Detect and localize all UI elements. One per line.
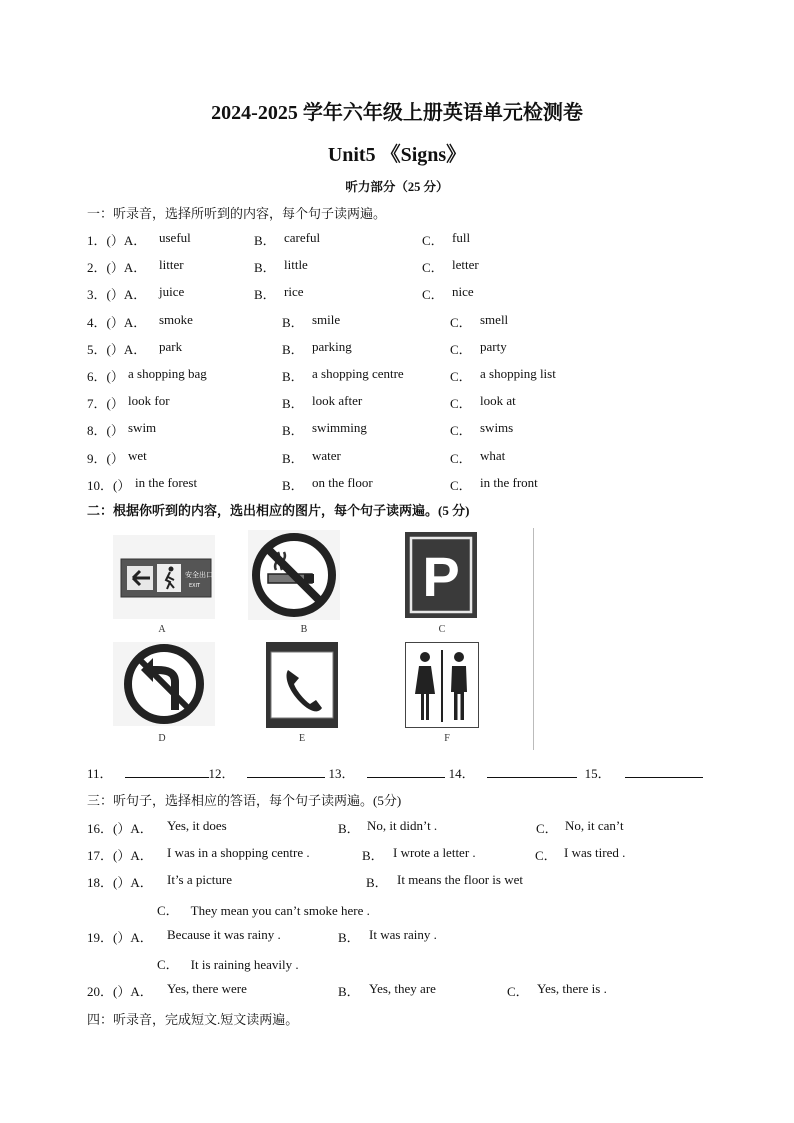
q19-option-c[interactable]: It is raining heavily . bbox=[190, 957, 299, 972]
q18-option-a[interactable]: It’s a picture bbox=[167, 872, 232, 887]
q7-label-c: C． bbox=[450, 396, 472, 412]
q19-label-b: B． bbox=[338, 930, 360, 945]
question-9 bbox=[87, 448, 587, 466]
q20-number: 20．(）A． bbox=[87, 984, 153, 999]
parking-letter: P bbox=[422, 545, 460, 608]
q18-option-c-row bbox=[157, 900, 370, 919]
question-16 bbox=[87, 818, 707, 836]
q3-option-c[interactable]: nice bbox=[452, 284, 474, 300]
q10-option-c[interactable]: in the front bbox=[480, 474, 538, 490]
no-smoking-icon bbox=[248, 530, 340, 620]
q20-label-c: C． bbox=[507, 984, 529, 999]
q3-label-c: C． bbox=[422, 287, 444, 303]
q18-number: 18．(）A． bbox=[87, 875, 153, 890]
image-label-a: A bbox=[158, 624, 166, 635]
q5-number: 5．(）A． bbox=[87, 341, 147, 357]
q1-label-b: B． bbox=[254, 233, 276, 248]
q8-option-c[interactable]: swims bbox=[480, 420, 514, 436]
q4-label-c: C． bbox=[450, 314, 472, 330]
q9-option-a[interactable]: wet bbox=[128, 447, 147, 463]
blank-11[interactable] bbox=[125, 765, 209, 778]
q20-option-a[interactable]: Yes, there were bbox=[167, 981, 247, 996]
blank-label-12: 12． bbox=[208, 766, 235, 781]
exit-text: 安全出口 bbox=[185, 571, 213, 579]
q19-option-b[interactable]: It was rainy . bbox=[369, 927, 437, 942]
q10-label-c: C． bbox=[450, 477, 472, 493]
q17-option-c[interactable]: I was tired . bbox=[564, 845, 626, 860]
q7-number: 7．(） bbox=[87, 396, 124, 412]
q7-label-b: B． bbox=[282, 396, 304, 412]
q3-label-b: B． bbox=[254, 287, 276, 303]
telephone-icon bbox=[266, 642, 338, 728]
q1-option-b[interactable]: careful bbox=[284, 230, 321, 245]
q2-option-a[interactable]: litter bbox=[159, 257, 184, 273]
blank-label-15: 15． bbox=[584, 766, 611, 781]
q3-option-a[interactable]: juice bbox=[159, 284, 185, 300]
blank-label-14: 14． bbox=[448, 766, 475, 781]
question-19 bbox=[87, 927, 707, 945]
image-label-c: C bbox=[438, 624, 446, 635]
image-label-e: E bbox=[298, 733, 306, 744]
q9-option-c[interactable]: what bbox=[480, 447, 506, 463]
section3-heading: 三：听句子，选择相应的答语，每个句子读两遍。(5分) bbox=[87, 793, 402, 808]
exit-sign-icon bbox=[113, 535, 215, 619]
q5-option-a[interactable]: park bbox=[159, 338, 183, 354]
q5-option-c[interactable]: party bbox=[480, 338, 507, 354]
question-3 bbox=[87, 284, 587, 302]
q17-option-b[interactable]: I wrote a letter . bbox=[393, 845, 476, 860]
blank-label-13: 13． bbox=[328, 766, 355, 781]
blank-13[interactable] bbox=[367, 765, 445, 778]
q6-number: 6．(） bbox=[87, 369, 124, 384]
q9-label-c: C． bbox=[450, 450, 472, 466]
section1-heading: 一：听录音，选择所听到的内容，每个句子读两遍。 bbox=[87, 206, 387, 221]
q18-option-b[interactable]: It means the floor is wet bbox=[397, 872, 523, 887]
q18-option-c[interactable]: They mean you can’t smoke here . bbox=[190, 903, 370, 918]
question-10 bbox=[87, 475, 587, 493]
section2-heading: 二：根据你听到的内容，选出相应的图片，每个句子读两遍。(5 分) bbox=[87, 503, 470, 518]
exit-small-text: EXIT bbox=[189, 583, 201, 589]
question-6 bbox=[87, 366, 587, 384]
q18-label-b: B． bbox=[366, 875, 388, 890]
q10-label-b: B． bbox=[282, 477, 304, 493]
q16-label-c: C． bbox=[536, 821, 558, 836]
q17-label-c: C． bbox=[535, 848, 557, 863]
q1-number: 1．(）A． bbox=[87, 233, 147, 248]
q4-option-a[interactable]: smoke bbox=[159, 311, 193, 327]
section4-heading: 四：听录音，完成短文.短文读两遍。 bbox=[87, 1012, 299, 1027]
image-divider bbox=[533, 528, 534, 750]
question-1 bbox=[87, 230, 587, 248]
q16-number: 16．(）A． bbox=[87, 821, 153, 836]
q9-number: 9．(） bbox=[87, 450, 124, 466]
q3-number: 3．(）A． bbox=[87, 287, 147, 303]
q2-label-b: B． bbox=[254, 260, 276, 276]
unit-title: Unit5 《Signs》 bbox=[327, 144, 467, 166]
blank-label-11: 11． bbox=[87, 766, 113, 781]
q5-option-b[interactable]: parking bbox=[312, 338, 352, 354]
q8-option-b[interactable]: swimming bbox=[312, 420, 367, 436]
q8-label-c: C． bbox=[450, 423, 472, 439]
blank-15[interactable] bbox=[625, 765, 703, 778]
q4-option-b[interactable]: smile bbox=[312, 311, 341, 327]
q7-option-a[interactable]: look for bbox=[128, 393, 170, 409]
q6-option-b[interactable]: a shopping centre bbox=[312, 366, 404, 381]
q1-option-c[interactable]: full bbox=[452, 230, 471, 245]
q19-number: 19．(）A． bbox=[87, 930, 153, 945]
listening-part-heading: 听力部分（25 分） bbox=[345, 180, 449, 194]
question-7 bbox=[87, 393, 587, 411]
q16-label-b: B． bbox=[338, 821, 360, 836]
q3-option-b[interactable]: rice bbox=[284, 284, 304, 300]
blank-14[interactable] bbox=[487, 765, 577, 778]
blank-12[interactable] bbox=[247, 765, 325, 778]
q20-label-b: B． bbox=[338, 984, 360, 999]
q19-label-c: C． bbox=[157, 957, 179, 972]
q6-label-c: C． bbox=[450, 369, 472, 384]
q20-option-c[interactable]: Yes, there is . bbox=[537, 981, 607, 996]
q5-label-c: C． bbox=[450, 341, 472, 357]
q8-option-a[interactable]: swim bbox=[128, 420, 157, 436]
q1-label-c: C． bbox=[422, 233, 444, 248]
q10-option-b[interactable]: on the floor bbox=[312, 474, 373, 490]
question-4 bbox=[87, 312, 587, 330]
q17-option-a[interactable]: I was in a shopping centre . bbox=[167, 845, 310, 860]
q4-label-b: B． bbox=[282, 314, 304, 330]
question-20 bbox=[87, 981, 707, 999]
question-2 bbox=[87, 257, 587, 275]
question-17 bbox=[87, 845, 707, 863]
q16-option-b[interactable]: No, it didn’t . bbox=[367, 818, 438, 833]
q7-option-b[interactable]: look after bbox=[312, 393, 363, 409]
q10-option-a[interactable]: in the forest bbox=[135, 474, 198, 490]
image-label-f: F bbox=[444, 733, 450, 744]
page-title: 2024-2025 学年六年级上册英语单元检测卷 bbox=[211, 102, 583, 124]
q18-label-c: C． bbox=[157, 903, 179, 918]
q2-option-b[interactable]: little bbox=[284, 257, 308, 273]
q6-option-a[interactable]: a shopping bag bbox=[128, 366, 207, 381]
image-label-b: B bbox=[300, 624, 308, 635]
q19-option-c-row bbox=[157, 954, 299, 973]
q16-option-c[interactable]: No, it can’t bbox=[565, 818, 624, 833]
q1-option-a[interactable]: useful bbox=[159, 230, 191, 245]
no-left-turn-icon bbox=[113, 642, 215, 726]
q20-option-b[interactable]: Yes, they are bbox=[369, 981, 436, 996]
question-18 bbox=[87, 872, 707, 890]
q2-label-c: C． bbox=[422, 260, 444, 276]
q6-option-c[interactable]: a shopping list bbox=[480, 366, 556, 381]
q8-label-b: B． bbox=[282, 423, 304, 439]
q9-label-b: B． bbox=[282, 450, 304, 466]
q17-number: 17．(）A． bbox=[87, 848, 153, 863]
image-label-d: D bbox=[158, 733, 166, 744]
q5-label-b: B． bbox=[282, 341, 304, 357]
question-5 bbox=[87, 339, 587, 357]
parking-icon bbox=[405, 532, 477, 618]
question-8 bbox=[87, 420, 587, 438]
q2-option-c[interactable]: letter bbox=[452, 257, 479, 273]
q2-number: 2．(）A． bbox=[87, 260, 147, 276]
q10-number: 10．(） bbox=[87, 477, 131, 493]
q7-option-c[interactable]: look at bbox=[480, 393, 516, 409]
q4-option-c[interactable]: smell bbox=[480, 311, 509, 327]
q19-option-a[interactable]: Because it was rainy . bbox=[167, 927, 281, 942]
q16-option-a[interactable]: Yes, it does bbox=[167, 818, 227, 833]
q8-number: 8．(） bbox=[87, 423, 124, 439]
answer-blanks-row bbox=[87, 763, 703, 782]
q17-label-b: B． bbox=[362, 848, 384, 863]
q4-number: 4．(）A． bbox=[87, 314, 147, 330]
restroom-icon bbox=[405, 642, 479, 728]
q6-label-b: B． bbox=[282, 369, 304, 384]
q9-option-b[interactable]: water bbox=[312, 447, 341, 463]
